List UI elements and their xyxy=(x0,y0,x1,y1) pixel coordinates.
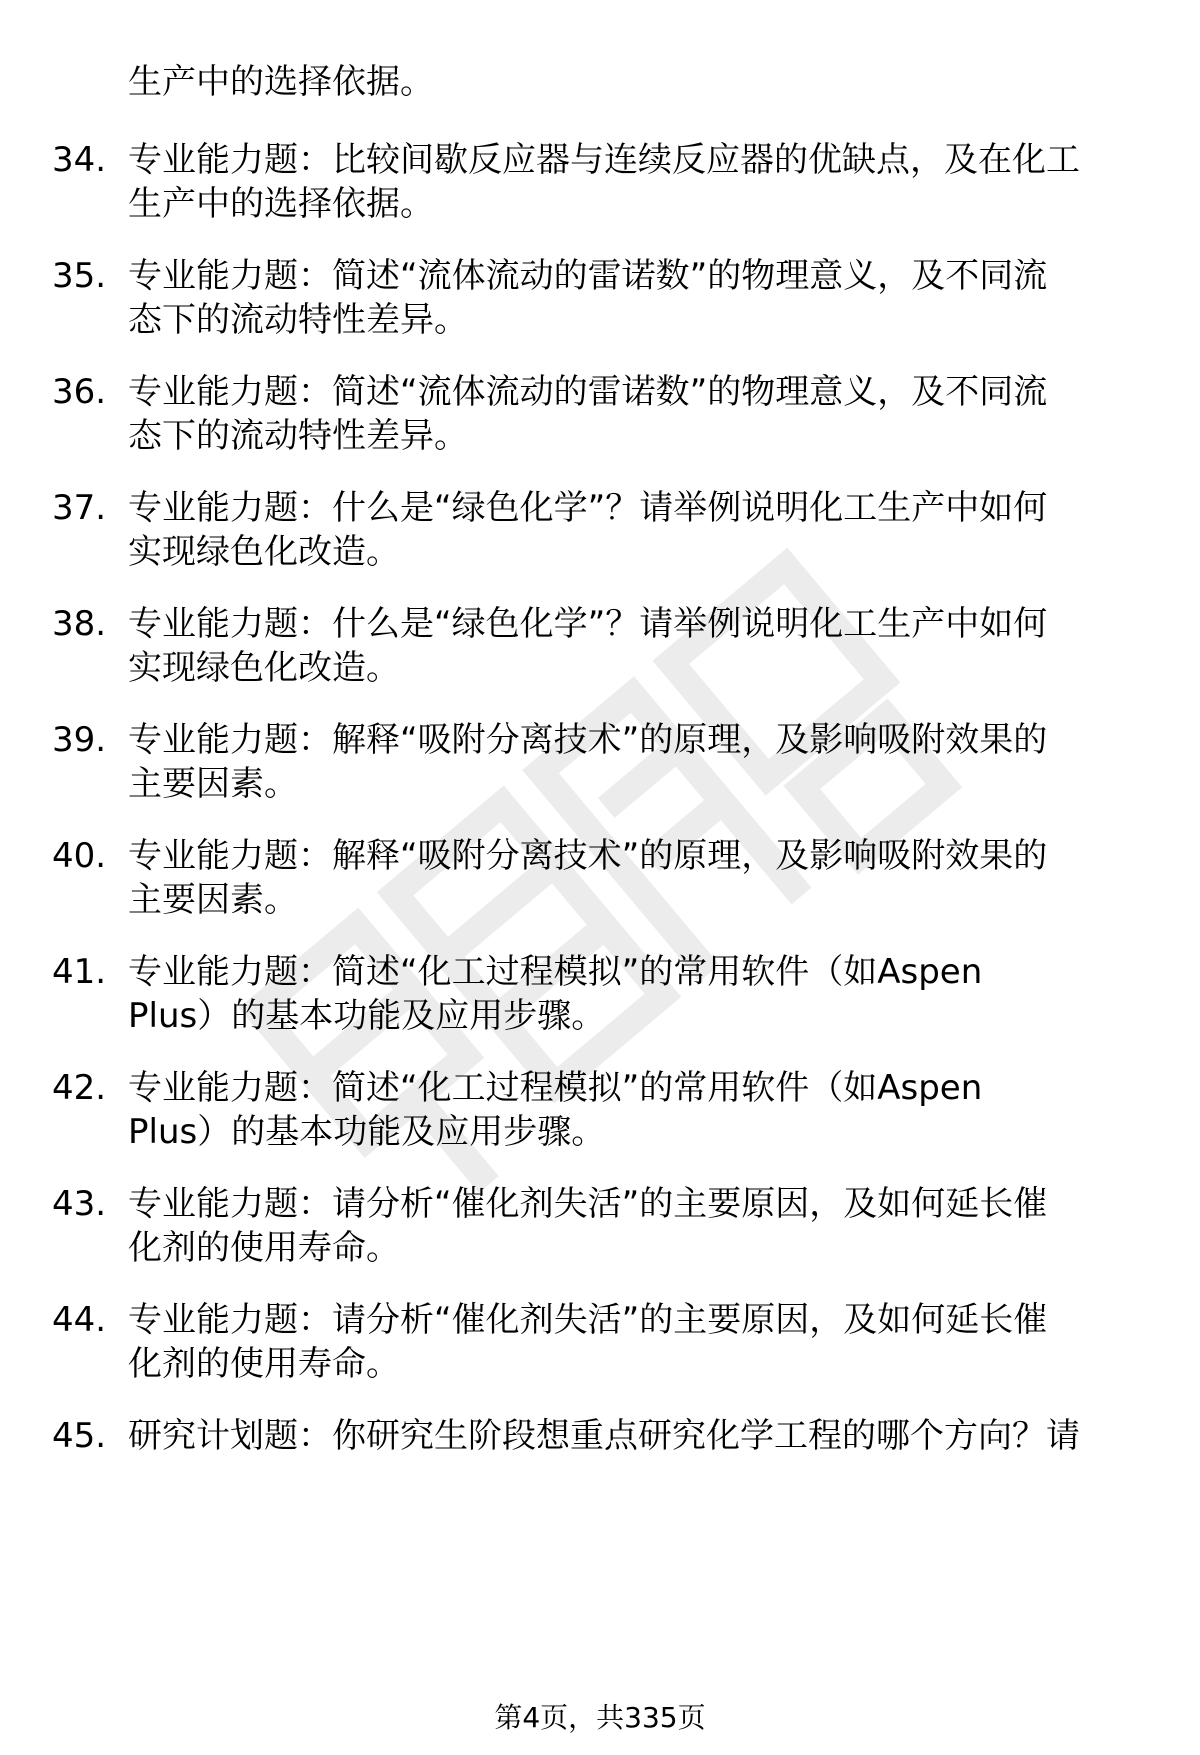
question-number: 41. xyxy=(52,952,107,992)
question-number: 40. xyxy=(52,836,107,876)
question-text-line2: 态下的流动特性差异。 xyxy=(128,416,468,456)
question-number: 35. xyxy=(52,256,107,296)
question-text-line1: 专业能力题：什么是“绿色化学”？请举例说明化工生产中如何 xyxy=(128,488,1048,528)
question-text-line1: 专业能力题：简述“化工过程模拟”的常用软件（如Aspen xyxy=(128,952,983,992)
question-text-line2: 主要因素。 xyxy=(128,880,298,920)
question-text-line1: 专业能力题：什么是“绿色化学”？请举例说明化工生产中如何 xyxy=(128,604,1048,644)
continuation-text: 生产中的选择依据。 xyxy=(128,62,434,102)
question-text-line2: 化剂的使用寿命。 xyxy=(128,1344,400,1384)
question-number: 34. xyxy=(52,140,107,180)
page-footer: 第4页，共335页 xyxy=(494,1701,706,1734)
question-text-line1: 专业能力题：请分析“催化剂失活”的主要原因，及如何延长催 xyxy=(128,1300,1048,1340)
question-number: 45. xyxy=(52,1416,107,1456)
question-number: 39. xyxy=(52,720,107,760)
question-text-line1: 专业能力题：简述“流体流动的雷诺数”的物理意义，及不同流 xyxy=(128,372,1048,412)
question-text-line2: Plus）的基本功能及应用步骤。 xyxy=(128,1112,606,1152)
question-text-line1: 专业能力题：请分析“催化剂失活”的主要原因，及如何延长催 xyxy=(128,1184,1048,1224)
question-text-line2: 实现绿色化改造。 xyxy=(128,532,400,572)
question-number: 36. xyxy=(52,372,107,412)
question-text-line2: 实现绿色化改造。 xyxy=(128,648,400,688)
question-text-line1: 研究计划题：你研究生阶段想重点研究化学工程的哪个方向？请 xyxy=(128,1416,1080,1456)
question-text-line2: Plus）的基本功能及应用步骤。 xyxy=(128,996,606,1036)
question-number: 44. xyxy=(52,1300,107,1340)
question-number: 43. xyxy=(52,1184,107,1224)
question-text-line1: 专业能力题：简述“化工过程模拟”的常用软件（如Aspen xyxy=(128,1068,983,1108)
question-text-line2: 化剂的使用寿命。 xyxy=(128,1228,400,1268)
question-number: 42. xyxy=(52,1068,107,1108)
question-number: 38. xyxy=(52,604,107,644)
question-number: 37. xyxy=(52,488,107,528)
question-text-line2: 态下的流动特性差异。 xyxy=(128,300,468,340)
question-text-line2: 生产中的选择依据。 xyxy=(128,184,434,224)
question-text-line1: 专业能力题：解释“吸附分离技术”的原理，及影响吸附效果的 xyxy=(128,720,1048,760)
question-text-line2: 主要因素。 xyxy=(128,764,298,804)
question-text-line1: 专业能力题：比较间歇反应器与连续反应器的优缺点，及在化工 xyxy=(128,140,1080,180)
question-text-line1: 专业能力题：简述“流体流动的雷诺数”的物理意义，及不同流 xyxy=(128,256,1048,296)
question-text-line1: 专业能力题：解释“吸附分离技术”的原理，及影响吸附效果的 xyxy=(128,836,1048,876)
